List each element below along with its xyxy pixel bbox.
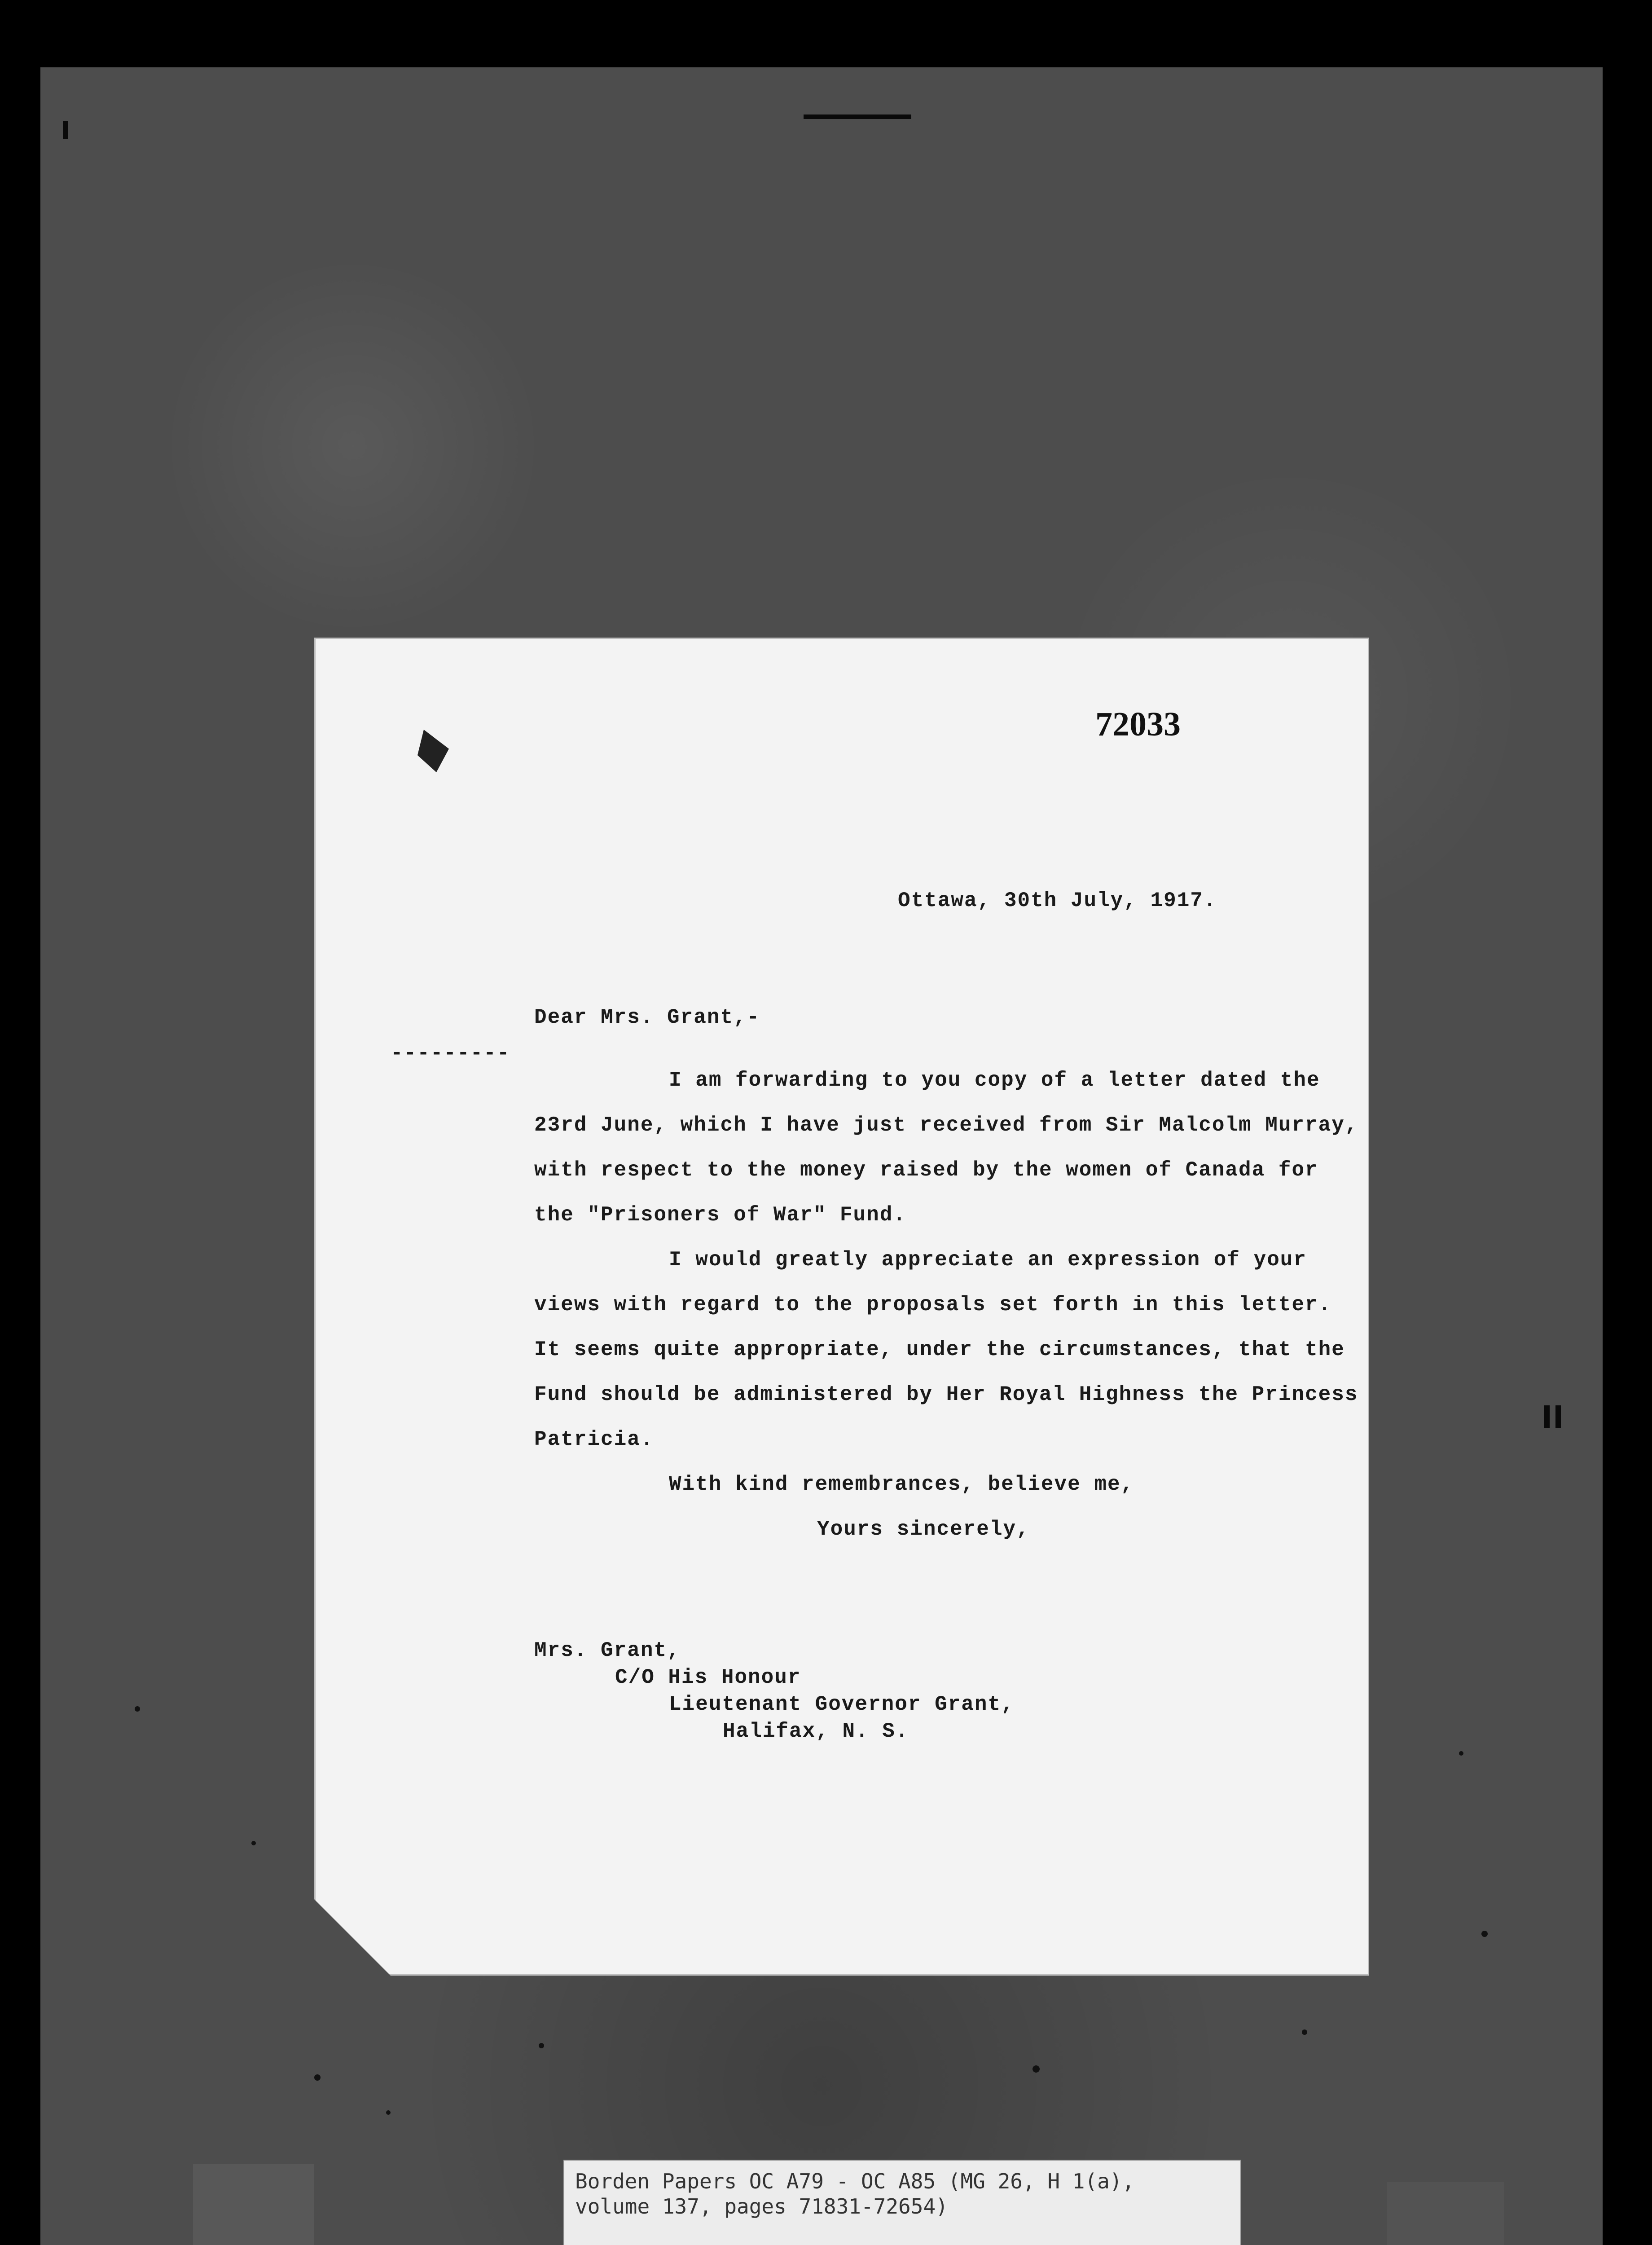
speck [1481, 1931, 1488, 1937]
speck [539, 2043, 544, 2048]
edge-mark [1555, 1405, 1561, 1428]
speck [135, 1706, 140, 1712]
closing: Yours sincerely, [817, 1518, 1030, 1541]
reference-line: Borden Papers OC A79 - OC A85 (MG 26, H 1(a), [575, 2169, 1135, 2193]
edge-mark [1544, 1405, 1550, 1428]
closing-line: With kind remembrances, believe me, [669, 1473, 1134, 1496]
speck [1032, 2065, 1040, 2073]
body-line: Fund should be administered by Her Royal Highness the Princess [534, 1383, 1358, 1406]
address-line: Lieutenant Governor Grant, [669, 1693, 1015, 1716]
speck [251, 1841, 256, 1845]
speck [386, 2110, 391, 2115]
letter-page [314, 638, 1369, 1976]
body-line: views with regard to the proposals set forth in this letter. [534, 1293, 1332, 1316]
speck [1459, 1751, 1463, 1756]
body-line: 23rd June, which I have just received from Sir Malcolm Murray, [534, 1114, 1358, 1137]
body-line: I would greatly appreciate an expression of your [669, 1248, 1307, 1272]
body-line: with respect to the money raised by the women of Canada for [534, 1158, 1318, 1182]
reference-line: volume 137, pages 71831-72654) [575, 2194, 948, 2219]
speck [314, 2074, 321, 2081]
tape-strip [1387, 2182, 1504, 2245]
body-line: the "Prisoners of War" Fund. [534, 1203, 906, 1227]
address-line: Halifax, N. S. [723, 1720, 909, 1743]
reference-label [563, 2160, 1241, 2245]
body-line: It seems quite appropriate, under the circumstances, that the [534, 1338, 1345, 1361]
corner-mark [63, 121, 68, 139]
margin-rule: --------- [391, 1042, 510, 1065]
document-number: 72033 [1095, 705, 1181, 743]
salutation: Dear Mrs. Grant,- [534, 1006, 760, 1029]
edge-mark [804, 114, 911, 119]
body-line: Patricia. [534, 1428, 654, 1451]
speck [1302, 2029, 1307, 2035]
address-line: C/O His Honour [615, 1666, 801, 1689]
address-line: Mrs. Grant, [534, 1639, 681, 1662]
body-line: I am forwarding to you copy of a letter dated the [669, 1069, 1320, 1092]
tape-strip [193, 2164, 314, 2245]
letter-date: Ottawa, 30th July, 1917. [898, 889, 1217, 912]
